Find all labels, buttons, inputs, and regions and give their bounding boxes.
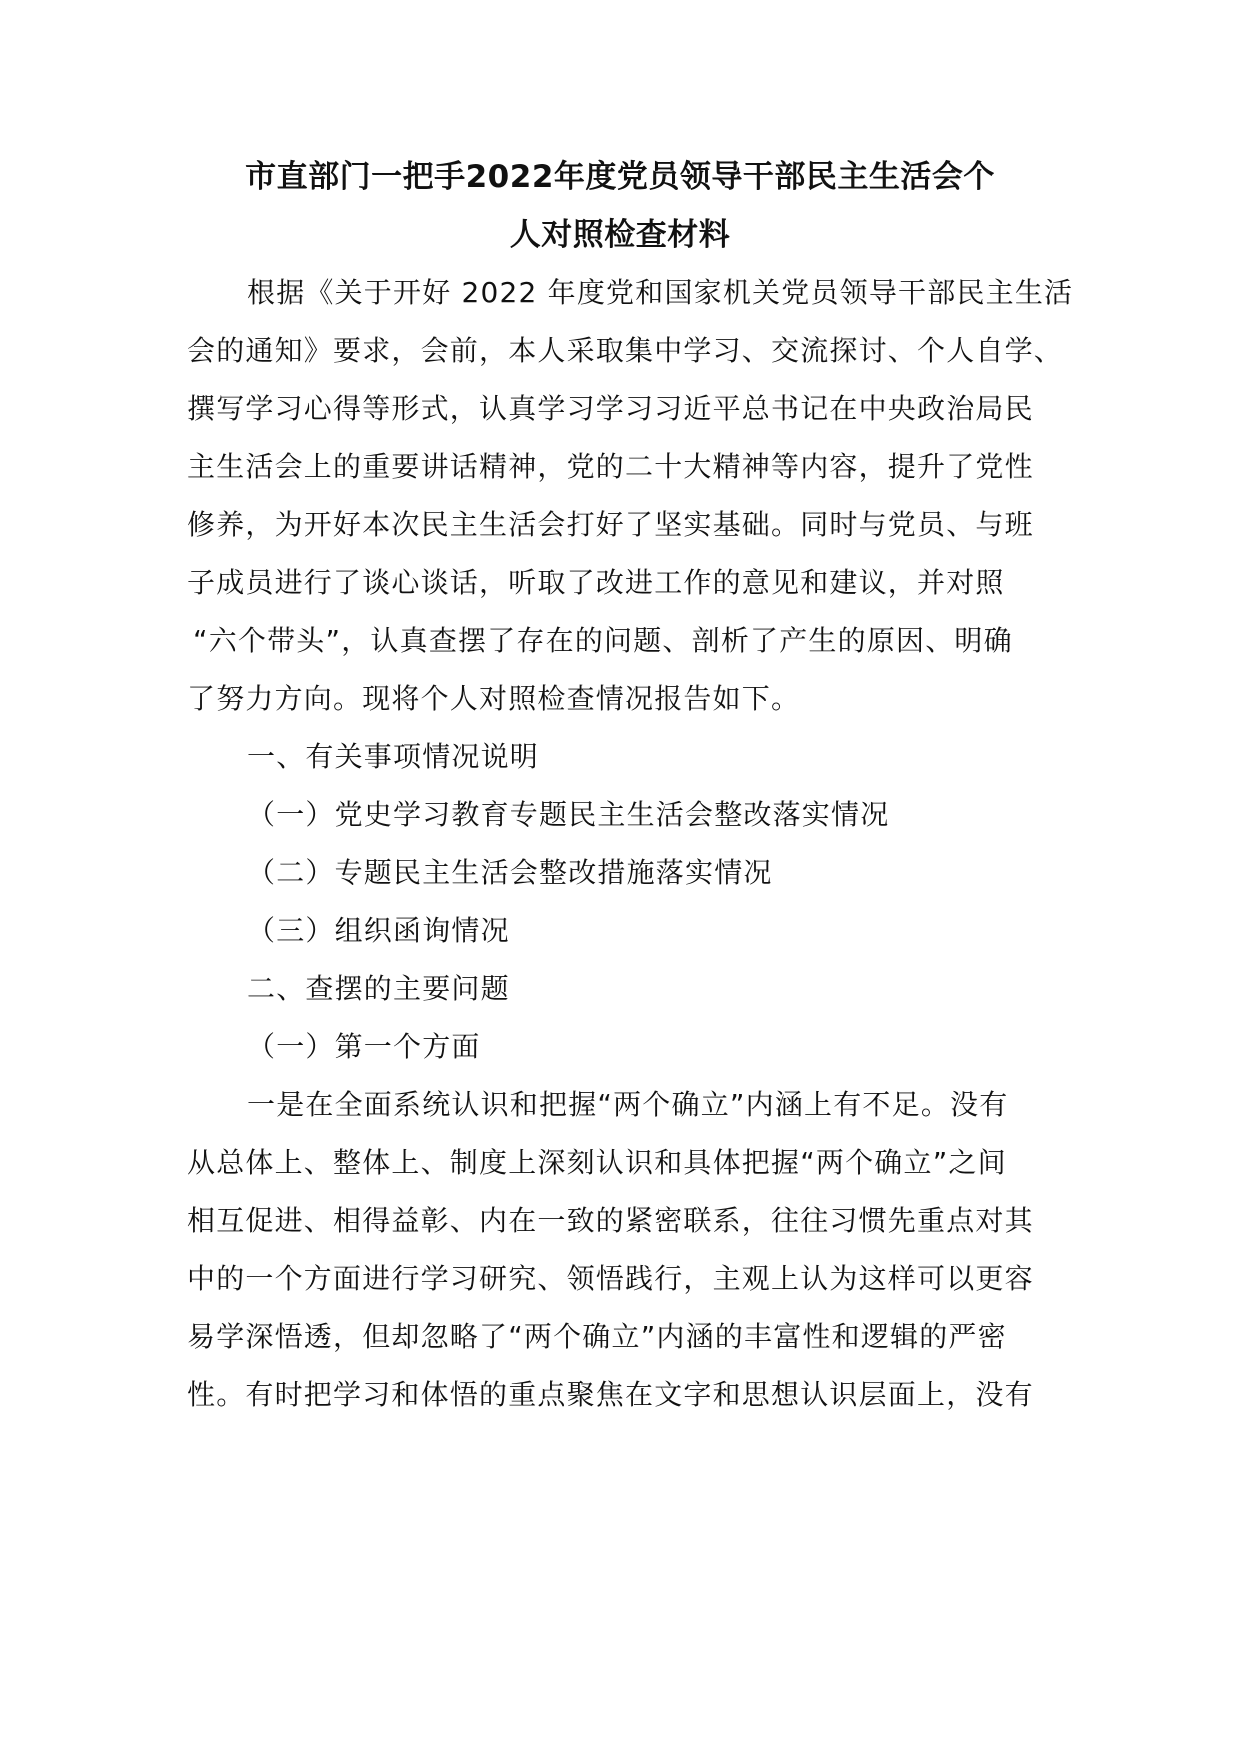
- body-line: 撰写学习心得等形式，认真学习学习习近平总书记在中央政治局民: [187, 392, 1034, 425]
- subsection-heading: （一）党史学习教育专题民主生活会整改落实情况: [247, 798, 890, 831]
- document-title-line-2: 人对照检查材料: [509, 217, 731, 253]
- subsection-heading: （二）专题民主生活会整改措施落实情况: [247, 856, 773, 889]
- section-heading-2: 二、查摆的主要问题: [247, 972, 510, 1005]
- body-line: 修养，为开好本次民主生活会打好了坚实基础。同时与党员、与班: [187, 508, 1034, 541]
- section-heading-1: 一、有关事项情况说明: [247, 740, 540, 773]
- body-line: 性。有时把学习和体悟的重点聚焦在文字和思想认识层面上，没有: [187, 1378, 1034, 1411]
- body-line: 子成员进行了谈心谈话，听取了改进工作的意见和建议，并对照: [187, 566, 1005, 599]
- body-line: 相互促进、相得益彰、内在一致的紧密联系，往往习惯先重点对其: [187, 1204, 1034, 1237]
- body-line: 主生活会上的重要讲话精神，党的二十大精神等内容，提升了党性: [187, 450, 1034, 483]
- document-title-line-1: 市直部门一把手2022年度党员领导干部民主生活会个: [245, 159, 995, 195]
- subsection-heading: （一）第一个方面: [247, 1030, 481, 1063]
- body-line: 一是在全面系统认识和把握“两个确立”内涵上有不足。没有: [247, 1088, 1009, 1121]
- body-line: 了努力方向。现将个人对照检查情况报告如下。: [187, 682, 801, 715]
- body-line: 从总体上、整体上、制度上深刻认识和具体把握“两个确立”之间: [187, 1146, 1007, 1179]
- subsection-heading: （三）组织函询情况: [247, 914, 510, 947]
- body-line: “六个带头”，认真查摆了存在的问题、剖析了产生的原因、明确: [193, 624, 1013, 657]
- body-line: 中的一个方面进行学习研究、领悟践行，主观上认为这样可以更容: [187, 1262, 1034, 1295]
- body-line: 易学深悟透，但却忽略了“两个确立”内涵的丰富性和逻辑的严密: [187, 1320, 1007, 1353]
- body-line: 根据《关于开好 2022 年度党和国家机关党员领导干部民主生活: [247, 276, 1074, 309]
- body-line: 会的通知》要求，会前，本人采取集中学习、交流探讨、个人自学、: [187, 334, 1064, 367]
